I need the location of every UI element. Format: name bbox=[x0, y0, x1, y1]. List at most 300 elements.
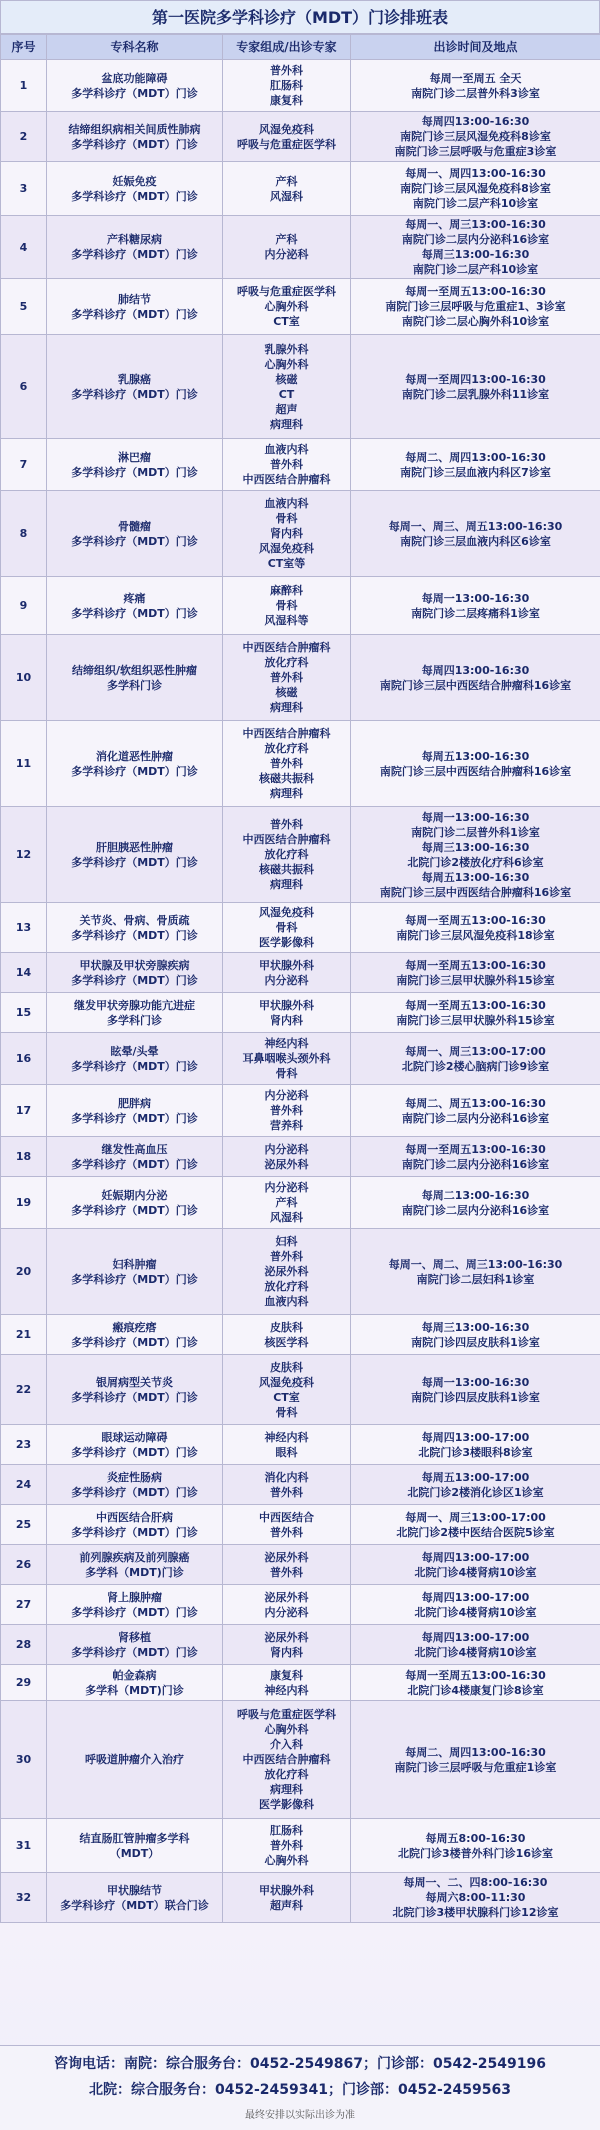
footer-note: 最终安排以实际出诊为准 bbox=[245, 2110, 355, 2121]
expert-list bbox=[223, 279, 351, 335]
table-row bbox=[1, 993, 600, 1033]
expert-item: 中西医结合 bbox=[259, 1510, 314, 1524]
expert-item: 耳鼻咽喉头颈外科 bbox=[242, 1052, 331, 1065]
expert-item: 血液内科 bbox=[264, 443, 309, 456]
time-location-line: 南院门诊三层风湿免疫科8诊室 bbox=[400, 130, 551, 143]
expert-item: 介入科 bbox=[270, 1738, 303, 1751]
expert-item: 产科 bbox=[275, 174, 298, 188]
specialty-name bbox=[47, 577, 223, 635]
expert-item: 甲状腺外科 bbox=[259, 998, 314, 1012]
row-number: 26 bbox=[1, 1545, 47, 1585]
specialty-name-line: 盆底功能障碍 bbox=[101, 71, 168, 85]
specialty-name-line: 继发甲状旁腺功能亢进症 bbox=[74, 998, 195, 1012]
expert-item: 泌尿外科 bbox=[264, 1590, 309, 1604]
specialty-name bbox=[47, 953, 223, 993]
time-location bbox=[351, 1585, 600, 1625]
row-number: 6 bbox=[1, 335, 47, 439]
expert-item: 普外科 bbox=[270, 458, 303, 471]
expert-item: 放化疗科 bbox=[264, 742, 309, 755]
time-location-line: 每周二、周四13:00-16:30 bbox=[405, 1745, 546, 1759]
specialty-name bbox=[47, 1085, 223, 1137]
time-location bbox=[351, 1085, 600, 1137]
specialty-name bbox=[47, 1229, 223, 1315]
specialty-name bbox=[47, 335, 223, 439]
expert-item: 肛肠科 bbox=[270, 1824, 303, 1837]
time-location-line: 每周一至周五13:00-16:30 bbox=[405, 1668, 546, 1682]
expert-list bbox=[223, 1465, 351, 1505]
time-location-line: 每周一至周五13:00-16:30 bbox=[405, 285, 546, 298]
specialty-name-line: 多学科诊疗（MDT）门诊 bbox=[71, 1059, 198, 1073]
time-location-line: 南院门诊二层疼痛科1诊室 bbox=[411, 606, 540, 620]
expert-list bbox=[223, 491, 351, 577]
expert-list bbox=[223, 1585, 351, 1625]
expert-item: 风湿免疫科 bbox=[259, 122, 314, 136]
expert-item: 普外科 bbox=[270, 64, 303, 77]
expert-item: 骨科 bbox=[275, 1405, 298, 1419]
time-location-line: 每周一、周四13:00-16:30 bbox=[405, 167, 546, 180]
expert-item: 血液内科 bbox=[264, 497, 309, 510]
specialty-name-line: 多学科诊疗（MDT）门诊 bbox=[71, 465, 198, 479]
time-location bbox=[351, 953, 600, 993]
time-location-line: 每周一、周二、周三13:00-16:30 bbox=[388, 1257, 563, 1271]
expert-item: 放化疗科 bbox=[264, 1768, 309, 1781]
time-location bbox=[351, 162, 600, 216]
specialty-name-line: 呼吸道肿瘤介入治疗 bbox=[85, 1753, 184, 1766]
expert-item: 放化疗科 bbox=[264, 1280, 309, 1293]
expert-item: 核磁共振科 bbox=[259, 772, 314, 785]
expert-item: 病理科 bbox=[270, 878, 303, 891]
row-number: 23 bbox=[1, 1425, 47, 1465]
time-location-line: 北院门诊4楼肾病10诊室 bbox=[414, 1605, 537, 1619]
expert-item: 病理科 bbox=[270, 1783, 303, 1796]
table-row bbox=[1, 1545, 600, 1585]
expert-item: 普外科 bbox=[270, 1525, 303, 1539]
time-location-line: 南院门诊三层呼吸与危重症3诊室 bbox=[394, 145, 557, 158]
specialty-name bbox=[47, 993, 223, 1033]
expert-item: 甲状腺外科 bbox=[259, 958, 314, 972]
expert-list bbox=[223, 1545, 351, 1585]
specialty-name-line: 肾上腺肿瘤 bbox=[107, 1590, 162, 1604]
expert-item: 普外科 bbox=[270, 757, 303, 770]
specialty-name bbox=[47, 807, 223, 903]
table-row bbox=[1, 903, 600, 953]
specialty-name-line: 多学科诊疗（MDT）联合门诊 bbox=[60, 1898, 209, 1912]
table-row bbox=[1, 1873, 600, 1923]
specialty-name-line: 炎症性肠病 bbox=[107, 1470, 162, 1484]
specialty-name bbox=[47, 1819, 223, 1873]
specialty-name bbox=[47, 1425, 223, 1465]
time-location bbox=[351, 279, 600, 335]
table-row bbox=[1, 1085, 600, 1137]
time-location-line: 每周一、二、四8:00-16:30 bbox=[403, 1876, 548, 1889]
time-location-line: 每周二13:00-16:30 bbox=[421, 1188, 530, 1202]
specialty-name-line: 妊娠期内分泌 bbox=[101, 1188, 168, 1202]
row-number: 14 bbox=[1, 953, 47, 993]
expert-item: 普外科 bbox=[270, 1839, 303, 1852]
specialty-name bbox=[47, 1355, 223, 1425]
expert-list bbox=[223, 1355, 351, 1425]
expert-item: 泌尿外科 bbox=[264, 1630, 309, 1644]
expert-item: 神经内科 bbox=[264, 1037, 309, 1050]
row-number: 12 bbox=[1, 807, 47, 903]
footer-contact-north: 北院：综合服务台：0452-2459341；门诊部：0452-2459563 bbox=[89, 2082, 511, 2098]
specialty-name-line: （MDT） bbox=[109, 1846, 160, 1860]
table-row bbox=[1, 60, 600, 112]
expert-item: 内分泌科 bbox=[264, 973, 309, 987]
specialty-name-line: 多学科诊疗（MDT）门诊 bbox=[71, 1485, 198, 1499]
specialty-name-line: 眼球运动障碍 bbox=[101, 1430, 168, 1444]
row-number: 21 bbox=[1, 1315, 47, 1355]
time-location-line: 每周六8:00-11:30 bbox=[425, 1891, 526, 1904]
expert-list bbox=[223, 721, 351, 807]
specialty-name bbox=[47, 279, 223, 335]
expert-list bbox=[223, 1229, 351, 1315]
time-location-line: 每周四13:00-17:00 bbox=[421, 1430, 530, 1444]
time-location-line: 北院门诊2楼放化疗科6诊室 bbox=[407, 855, 544, 869]
expert-item: CT室等 bbox=[267, 557, 306, 570]
expert-item: 神经内科 bbox=[264, 1683, 309, 1697]
expert-item: 骨科 bbox=[275, 599, 298, 612]
specialty-name bbox=[47, 1177, 223, 1229]
time-location-line: 每周四13:00-16:30 bbox=[421, 663, 530, 677]
table-row bbox=[1, 491, 600, 577]
expert-list bbox=[223, 1425, 351, 1465]
time-location bbox=[351, 577, 600, 635]
expert-item: 病理科 bbox=[270, 417, 303, 431]
expert-item: 普外科 bbox=[270, 1250, 303, 1263]
specialty-name bbox=[47, 1465, 223, 1505]
time-location-line: 南院门诊二层产科10诊室 bbox=[412, 197, 539, 210]
time-location-line: 每周一、周三13:00-16:30 bbox=[405, 218, 546, 231]
expert-item: 泌尿外科 bbox=[264, 1550, 309, 1564]
table-body bbox=[1, 60, 600, 1923]
expert-item: 内分泌科 bbox=[264, 248, 309, 261]
row-number: 19 bbox=[1, 1177, 47, 1229]
specialty-name bbox=[47, 1665, 223, 1701]
time-location-line: 南院门诊二层内分泌科16诊室 bbox=[401, 1111, 550, 1125]
time-location bbox=[351, 439, 600, 491]
expert-item: 风湿免疫科 bbox=[259, 542, 314, 555]
expert-list bbox=[223, 60, 351, 112]
expert-item: 泌尿外科 bbox=[264, 1265, 309, 1278]
row-number: 17 bbox=[1, 1085, 47, 1137]
expert-item: 神经内科 bbox=[264, 1430, 309, 1444]
time-location-line: 每周二、周四13:00-16:30 bbox=[405, 450, 546, 464]
expert-item: 骨科 bbox=[275, 1067, 298, 1080]
header-time-location: 出诊时间及地点 bbox=[351, 35, 600, 60]
specialty-name-line: 乳腺癌 bbox=[118, 372, 151, 386]
time-location-line: 每周一13:00-16:30 bbox=[421, 810, 530, 824]
expert-item: 普外科 bbox=[270, 1565, 303, 1579]
expert-item: 核磁 bbox=[275, 686, 298, 699]
time-location-line: 每周三13:00-16:30 bbox=[421, 1320, 530, 1334]
expert-item: 皮肤科 bbox=[270, 1320, 303, 1334]
table-row bbox=[1, 1701, 600, 1819]
row-number: 28 bbox=[1, 1625, 47, 1665]
table-row bbox=[1, 1315, 600, 1355]
table-row bbox=[1, 162, 600, 216]
row-number: 7 bbox=[1, 439, 47, 491]
expert-list bbox=[223, 335, 351, 439]
time-location bbox=[351, 1229, 600, 1315]
expert-item: 呼吸与危重症医学科 bbox=[237, 1708, 336, 1721]
time-location-line: 南院门诊二层乳腺外科11诊室 bbox=[401, 387, 550, 401]
time-location-line: 南院门诊三层风湿免疫科18诊室 bbox=[396, 928, 555, 942]
time-location-line: 每周一至周五 全天 bbox=[429, 71, 522, 85]
time-location-line: 每周一、周三13:00-17:00 bbox=[405, 1044, 546, 1058]
expert-item: 超声科 bbox=[270, 1898, 303, 1912]
expert-item: 营养科 bbox=[270, 1119, 303, 1132]
expert-item: 风湿免疫科 bbox=[259, 1375, 314, 1389]
time-location bbox=[351, 335, 600, 439]
expert-list bbox=[223, 1701, 351, 1819]
specialty-name-line: 多学科诊疗（MDT）门诊 bbox=[71, 1445, 198, 1459]
expert-item: 中西医结合肿瘤科 bbox=[242, 727, 331, 740]
expert-list bbox=[223, 993, 351, 1033]
time-location bbox=[351, 112, 600, 162]
time-location-line: 北院门诊3楼甲状腺科门诊12诊室 bbox=[392, 1906, 559, 1919]
time-location bbox=[351, 1819, 600, 1873]
table-row bbox=[1, 1177, 600, 1229]
expert-list bbox=[223, 162, 351, 216]
expert-item: 肾内科 bbox=[270, 527, 303, 540]
time-location-line: 南院门诊二层内分泌科16诊室 bbox=[401, 233, 550, 246]
expert-list bbox=[223, 1819, 351, 1873]
expert-item: 心胸外科 bbox=[264, 300, 309, 313]
expert-item: 中西医结合肿瘤科 bbox=[242, 1753, 331, 1766]
specialty-name-line: 产科糖尿病 bbox=[107, 233, 162, 246]
specialty-name bbox=[47, 1137, 223, 1177]
expert-item: 核医学科 bbox=[264, 1335, 309, 1349]
expert-item: 呼吸与危重症医学科 bbox=[237, 285, 336, 298]
specialty-name-line: 多学科诊疗（MDT）门诊 bbox=[71, 855, 198, 869]
table-row bbox=[1, 577, 600, 635]
table-row bbox=[1, 721, 600, 807]
time-location-line: 北院门诊4楼肾病10诊室 bbox=[414, 1565, 537, 1579]
table-row bbox=[1, 279, 600, 335]
time-location bbox=[351, 721, 600, 807]
time-location-line: 北院门诊2楼中医结合医院5诊室 bbox=[396, 1525, 555, 1539]
expert-item: 消化内科 bbox=[264, 1470, 309, 1484]
table-row bbox=[1, 1625, 600, 1665]
specialty-name bbox=[47, 60, 223, 112]
specialty-name-line: 多学科诊疗（MDT）门诊 bbox=[71, 1203, 198, 1217]
specialty-name bbox=[47, 491, 223, 577]
specialty-name-line: 多学科诊疗（MDT）门诊 bbox=[71, 973, 198, 987]
specialty-name bbox=[47, 1315, 223, 1355]
time-location-line: 北院门诊2楼消化诊区1诊室 bbox=[407, 1485, 544, 1499]
time-location-line: 每周五13:00-16:30 bbox=[421, 870, 530, 884]
specialty-name-line: 肝胆胰恶性肿瘤 bbox=[96, 840, 173, 854]
time-location-line: 北院门诊3楼普外科门诊16诊室 bbox=[398, 1846, 553, 1860]
time-location-line: 南院门诊二层妇科1诊室 bbox=[416, 1272, 535, 1286]
row-number: 2 bbox=[1, 112, 47, 162]
time-location bbox=[351, 1315, 600, 1355]
time-location-line: 每周五13:00-17:00 bbox=[421, 1470, 530, 1484]
specialty-name-line: 多学科诊疗（MDT）门诊 bbox=[71, 1390, 198, 1404]
expert-item: 普外科 bbox=[270, 1104, 303, 1117]
specialty-name-line: 多学科（MDT)门诊 bbox=[85, 1565, 184, 1579]
table-header-row bbox=[1, 35, 600, 60]
time-location-line: 每周五8:00-16:30 bbox=[425, 1831, 526, 1845]
specialty-name-line: 多学科诊疗（MDT）门诊 bbox=[71, 764, 198, 778]
time-location-line: 南院门诊三层呼吸与危重症1诊室 bbox=[394, 1760, 557, 1774]
page-title: 第一医院多学科诊疗（MDT）门诊排班表 bbox=[0, 0, 600, 34]
expert-item: 医学影像科 bbox=[259, 1798, 314, 1811]
time-location-line: 南院门诊二层产科10诊室 bbox=[412, 263, 539, 276]
specialty-name-line: 妊娠免疫 bbox=[112, 174, 157, 188]
expert-item: CT室 bbox=[273, 315, 300, 328]
specialty-name-line: 多学科诊疗（MDT）门诊 bbox=[71, 1335, 198, 1349]
row-number: 5 bbox=[1, 279, 47, 335]
specialty-name-line: 结缔组织病相关间质性肺病 bbox=[68, 122, 201, 136]
expert-item: 放化疗科 bbox=[264, 848, 309, 861]
expert-list bbox=[223, 1033, 351, 1085]
table-row bbox=[1, 216, 600, 279]
expert-item: 内分泌科 bbox=[264, 1605, 309, 1619]
specialty-name-line: 多学科诊疗（MDT）门诊 bbox=[71, 248, 198, 261]
specialty-name-line: 多学科诊疗（MDT）门诊 bbox=[71, 606, 198, 620]
time-location bbox=[351, 1545, 600, 1585]
expert-item: 泌尿外科 bbox=[264, 1157, 309, 1171]
expert-item: 康复科 bbox=[270, 1668, 303, 1682]
table-row bbox=[1, 953, 600, 993]
expert-item: 中西医结合肿瘤科 bbox=[242, 473, 331, 486]
time-location-line: 每周一至周五13:00-16:30 bbox=[405, 958, 546, 972]
table-row bbox=[1, 1355, 600, 1425]
time-location bbox=[351, 1033, 600, 1085]
specialty-name bbox=[47, 635, 223, 721]
specialty-name-line: 多学科诊疗（MDT）门诊 bbox=[71, 189, 198, 203]
table-row bbox=[1, 439, 600, 491]
time-location bbox=[351, 993, 600, 1033]
time-location bbox=[351, 1355, 600, 1425]
time-location-line: 每周一至周五13:00-16:30 bbox=[405, 1142, 546, 1156]
row-number: 20 bbox=[1, 1229, 47, 1315]
expert-list bbox=[223, 1177, 351, 1229]
time-location-line: 南院门诊二层普外科3诊室 bbox=[411, 86, 540, 100]
row-number: 13 bbox=[1, 903, 47, 953]
table-row bbox=[1, 807, 600, 903]
specialty-name bbox=[47, 1545, 223, 1585]
expert-item: 放化疗科 bbox=[264, 656, 309, 669]
time-location-line: 南院门诊三层中西医结合肿瘤科16诊室 bbox=[379, 678, 572, 692]
footer bbox=[0, 2045, 600, 2130]
time-location-line: 南院门诊四层皮肤科1诊室 bbox=[411, 1390, 540, 1404]
expert-item: 风湿科 bbox=[270, 189, 303, 203]
specialty-name-line: 继发性高血压 bbox=[101, 1142, 168, 1156]
time-location-line: 南院门诊三层中西医结合肿瘤科16诊室 bbox=[379, 885, 572, 899]
row-number: 15 bbox=[1, 993, 47, 1033]
specialty-name bbox=[47, 1033, 223, 1085]
specialty-name-line: 肺结节 bbox=[118, 292, 151, 306]
specialty-name-line: 多学科诊疗（MDT）门诊 bbox=[71, 307, 198, 321]
specialty-name-line: 多学科诊疗（MDT）门诊 bbox=[71, 387, 198, 401]
expert-item: 眼科 bbox=[275, 1445, 298, 1459]
expert-item: 肾内科 bbox=[270, 1013, 303, 1027]
table-row bbox=[1, 1665, 600, 1701]
specialty-name-line: 消化道恶性肿瘤 bbox=[96, 749, 173, 763]
expert-list bbox=[223, 216, 351, 279]
time-location-line: 北院门诊4楼肾病10诊室 bbox=[414, 1645, 537, 1659]
specialty-name-line: 多学科诊疗（MDT）门诊 bbox=[71, 1157, 198, 1171]
specialty-name bbox=[47, 162, 223, 216]
specialty-name-line: 疼痛 bbox=[123, 591, 146, 605]
expert-list bbox=[223, 439, 351, 491]
time-location bbox=[351, 807, 600, 903]
specialty-name-line: 瘢痕疙瘩 bbox=[112, 1320, 157, 1334]
specialty-name-line: 多学科诊疗（MDT）门诊 bbox=[71, 1525, 198, 1539]
expert-item: 心胸外科 bbox=[264, 1723, 309, 1736]
time-location-line: 每周一至周五13:00-16:30 bbox=[405, 913, 546, 927]
table-row bbox=[1, 112, 600, 162]
expert-item: 内分泌科 bbox=[264, 1089, 309, 1102]
row-number: 18 bbox=[1, 1137, 47, 1177]
specialty-name-line: 多学科诊疗（MDT）门诊 bbox=[71, 1645, 198, 1659]
row-number: 30 bbox=[1, 1701, 47, 1819]
time-location-line: 南院门诊二层心胸外科10诊室 bbox=[401, 315, 550, 328]
specialty-name-line: 关节炎、骨病、骨质疏 bbox=[79, 913, 190, 927]
expert-list bbox=[223, 1625, 351, 1665]
time-location bbox=[351, 1465, 600, 1505]
expert-item: CT室 bbox=[273, 1390, 300, 1404]
row-number: 32 bbox=[1, 1873, 47, 1923]
specialty-name-line: 结缔组织/软组织恶性肿瘤 bbox=[71, 663, 198, 677]
header-no: 序号 bbox=[1, 35, 47, 60]
time-location-line: 南院门诊三层甲状腺外科15诊室 bbox=[396, 1013, 555, 1027]
time-location bbox=[351, 216, 600, 279]
expert-list bbox=[223, 1873, 351, 1923]
row-number: 16 bbox=[1, 1033, 47, 1085]
expert-list bbox=[223, 1137, 351, 1177]
specialty-name-line: 多学科诊疗（MDT）门诊 bbox=[71, 928, 198, 942]
specialty-name-line: 多学科（MDT)门诊 bbox=[85, 1683, 184, 1697]
expert-list bbox=[223, 635, 351, 721]
specialty-name-line: 淋巴瘤 bbox=[118, 450, 151, 464]
row-number: 3 bbox=[1, 162, 47, 216]
time-location-line: 南院门诊二层内分泌科16诊室 bbox=[401, 1157, 550, 1171]
expert-list bbox=[223, 807, 351, 903]
specialty-name bbox=[47, 1585, 223, 1625]
expert-item: 核磁 bbox=[275, 372, 298, 386]
specialty-name-line: 多学科诊疗（MDT）门诊 bbox=[71, 1111, 198, 1125]
time-location-line: 每周四13:00-16:30 bbox=[421, 115, 530, 128]
time-location-line: 每周二、周五13:00-16:30 bbox=[405, 1096, 546, 1110]
row-number: 9 bbox=[1, 577, 47, 635]
expert-item: 风湿科等 bbox=[264, 614, 309, 627]
specialty-name-line: 前列腺疾病及前列腺癌 bbox=[79, 1550, 190, 1564]
time-location bbox=[351, 1625, 600, 1665]
expert-item: 内分泌科 bbox=[264, 1142, 309, 1156]
expert-item: 肾内科 bbox=[270, 1645, 303, 1659]
specialty-name-line: 多学科诊疗（MDT）门诊 bbox=[71, 137, 198, 151]
time-location-line: 北院门诊3楼眼科8诊室 bbox=[418, 1445, 533, 1459]
specialty-name-line: 多学科诊疗（MDT）门诊 bbox=[71, 1605, 198, 1619]
time-location-line: 每周一13:00-16:30 bbox=[421, 1375, 530, 1389]
specialty-name-line: 多学科诊疗（MDT）门诊 bbox=[71, 86, 198, 100]
row-number: 24 bbox=[1, 1465, 47, 1505]
time-location bbox=[351, 1665, 600, 1701]
specialty-name-line: 多学科门诊 bbox=[107, 678, 162, 692]
row-number: 4 bbox=[1, 216, 47, 279]
time-location bbox=[351, 60, 600, 112]
time-location-line: 南院门诊三层呼吸与危重症1、3诊室 bbox=[385, 300, 566, 313]
expert-list bbox=[223, 112, 351, 162]
specialty-name-line: 多学科诊疗（MDT）门诊 bbox=[71, 1272, 198, 1286]
schedule-table bbox=[0, 34, 600, 1923]
specialty-name-line: 银屑病型关节炎 bbox=[96, 1375, 173, 1389]
expert-item: 康复科 bbox=[270, 94, 303, 107]
